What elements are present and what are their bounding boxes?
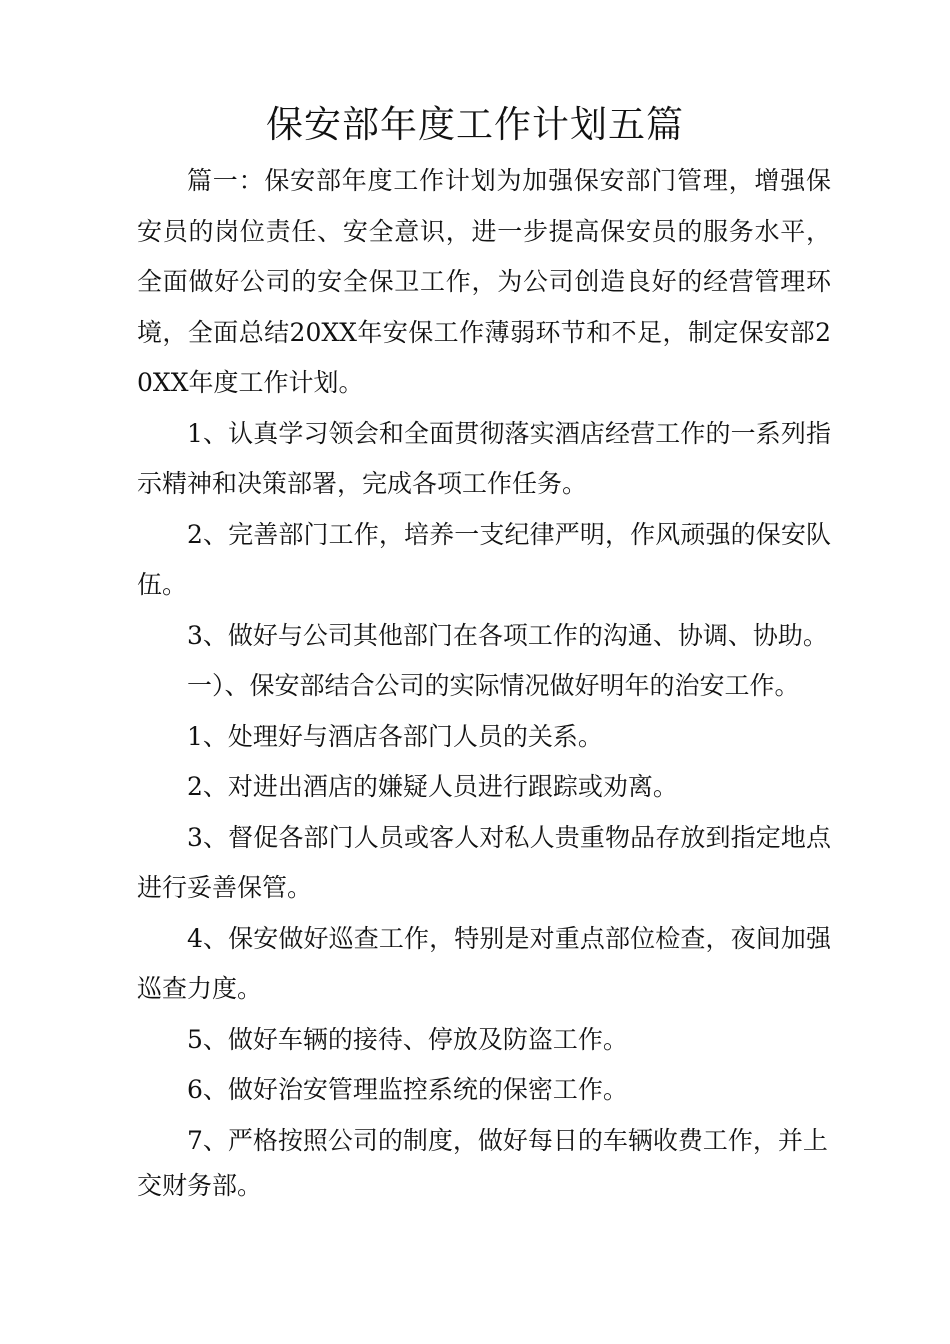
paragraph-sub-item-4: 4、保安做好巡查工作，特别是对重点部位检查，夜间加强巡查力度。 [137,923,831,1003]
document-body [137,156,831,1208]
paragraph-sub-item-2: 2、对进出酒店的嫌疑人员进行跟踪或劝离。 [187,772,678,801]
paragraph-section-heading: 一）、保安部结合公司的实际情况做好明年的治安工作。 [187,671,800,700]
paragraph-sub-item-1: 1、处理好与酒店各部门人员的关系。 [187,721,603,751]
paragraph-item-1: 1、认真学习领会和全面贯彻落实酒店经营工作的一系列指示精神和决策部署，完成各项工作任务。 [137,418,831,498]
paragraph-sub-item-6: 6、做好治安管理监控系统的保密工作。 [187,1075,628,1104]
paragraph-sub-item-5: 5、做好车辆的接待、停放及防盗工作。 [187,1024,628,1054]
paragraph-item-3: 3、做好与公司其他部门在各项工作的沟通、协调、协助。 [187,620,828,650]
paragraph-intro: 篇一：保安部年度工作计划为加强保安部门管理，增强保安员的岗位责任、安全意识，进一步提高保安员的服务水平，全面做好公司的安全保卫工作，为公司创造良好的经营管理环境，全面总结20XX年安保工作薄弱环节和不足，制定保安部20XX年度工作计划。 [137,166,831,397]
paragraph-sub-item-3: 3、督促各部门人员或客人对私人贵重物品存放到指定地点进行妥善保管。 [137,822,831,902]
paragraph-sub-item-7: 7、严格按照公司的制度，做好每日的车辆收费工作，并上交财务部。 [137,1125,828,1200]
document-title: 保安部年度工作计划五篇 [266,103,684,146]
paragraph-item-2: 2、完善部门工作，培养一支纪律严明，作风顽强的保安队伍。 [137,519,831,599]
